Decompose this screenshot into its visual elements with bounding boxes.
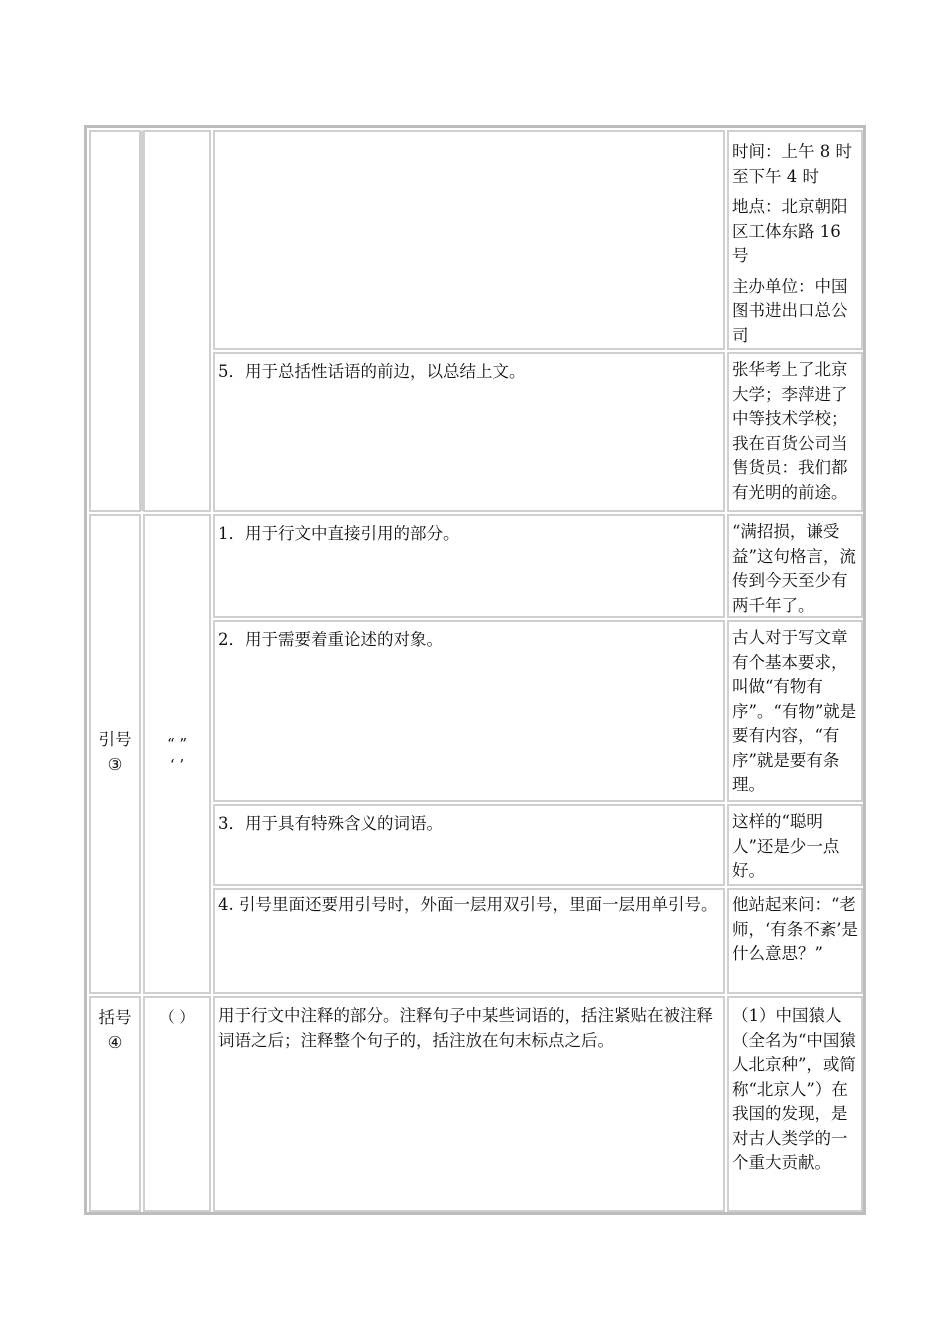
colon-mark-cell — [143, 130, 211, 512]
colon-usage-5: 5．用于总括性话语的前边，以总结上文。 — [218, 362, 526, 381]
quote-name: 引号 — [98, 730, 132, 749]
paren-number: ④ — [107, 1032, 123, 1052]
colon-example-4-cell — [727, 130, 863, 350]
quote-usage-1-cell — [213, 514, 725, 618]
quote-example-2: 古人对于写文章有个基本要求，叫做“有物有序”。“有物”就是要有内容，“有序”就是要有条理。 — [732, 628, 857, 794]
paren-usage-cell — [213, 996, 725, 1212]
quote-number: ③ — [107, 754, 123, 774]
quote-usage-2: 2．用于需要着重论述的对象。 — [218, 630, 443, 649]
colon-usage-5-cell — [213, 352, 725, 512]
colon-example-5-cell — [727, 352, 863, 512]
double-quote-mark: “ ” — [166, 735, 188, 753]
paren-mark-cell — [143, 996, 211, 1212]
paren-example-cell — [727, 996, 863, 1212]
colon-usage-4-cell — [213, 130, 725, 350]
quote-mark-cell — [143, 514, 211, 994]
quote-example-2-cell — [727, 620, 863, 802]
quote-example-4-cell — [727, 888, 863, 994]
quote-usage-1: 1．用于行文中直接引用的部分。 — [218, 524, 460, 543]
example-line-organizer: 主办单位：中国图书进出口总公司 — [732, 276, 848, 345]
quote-usage-3-cell — [213, 804, 725, 886]
quote-usage-3: 3．用于具有特殊含义的词语。 — [218, 814, 443, 833]
paren-example: （1）中国猿人（全名为“中国猿人北京种”，或简称“北京人”）在我国的发现，是对古人类学的一个重大贡献。 — [732, 1006, 856, 1172]
quote-example-4: 他站起来问：“老师，‘有条不紊’是什么意思？” — [732, 895, 858, 963]
colon-example-5: 张华考上了北京大学；李萍进了中等技术学校；我在百货公司当售货员：我们都有光明的前途。 — [732, 360, 848, 502]
paren-name: 括号 — [98, 1008, 132, 1027]
punctuation-table — [84, 125, 866, 1215]
example-line-place: 地点：北京朝阳区工体东路 16 号 — [732, 197, 848, 265]
paren-name-cell — [89, 996, 141, 1212]
quote-name-cell — [89, 514, 141, 994]
paren-usage: 用于行文中注释的部分。注释句子中某些词语的，括注紧贴在被注释词语之后；注释整个句子的，括注放在句末标点之后。 — [218, 1006, 713, 1050]
quote-example-3: 这样的“聪明人”还是少一点好。 — [732, 812, 840, 880]
quote-example-1-cell — [727, 514, 863, 618]
quote-example-3-cell — [727, 804, 863, 886]
paren-mark: （ ） — [159, 1008, 195, 1026]
quote-usage-2-cell — [213, 620, 725, 802]
quote-example-1: “满招损，谦受益”这句格言，流传到今天至少有两千年了。 — [732, 522, 856, 615]
quote-usage-4: 4. 引号里面还要用引号时，外面一层用双引号，里面一层用单引号。 — [218, 895, 718, 914]
colon-name-cell — [89, 130, 141, 512]
quote-usage-4-cell — [213, 888, 725, 994]
example-line-time: 时间：上午 8 时至下午 4 时 — [732, 142, 852, 186]
single-quote-mark: ‘ ’ — [169, 756, 185, 774]
